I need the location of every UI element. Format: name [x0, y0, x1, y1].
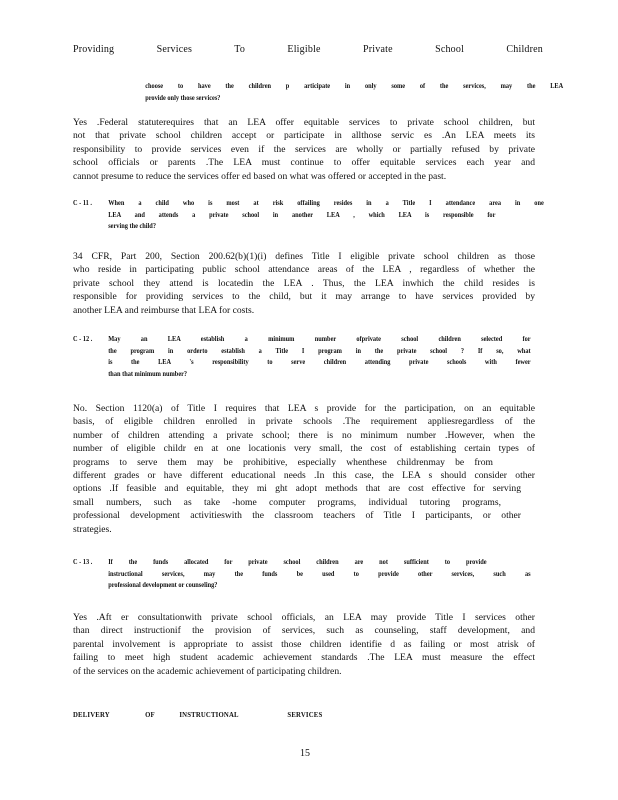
answer-line: responsibility to provide services even if the services are wholly or partially refused by private: [73, 143, 535, 155]
answer-line: programs to serve them may be prohibitive, especially whenthese childrenmay be from: [73, 456, 493, 468]
answer-paragraph-4: [73, 611, 535, 678]
question-line: the program in orderto establish a Title I program in the private school ? If so, what: [108, 346, 531, 355]
intro-question: [110, 81, 563, 104]
page-number: 15: [300, 748, 310, 759]
question-c-13: [73, 557, 531, 592]
answer-line: small numbers, such as take -home computer programs, individual tutoring programs,: [73, 496, 501, 508]
heading-word: OF: [145, 710, 155, 719]
heading-word: INSTRUCTIONAL: [179, 710, 239, 719]
question-line: professional development or counseling?: [108, 581, 218, 589]
answer-line: Yes .Federal statuterequires that an LEA offer equitable services to private school children, but: [73, 117, 535, 128]
answer-line: responsible for providing services to the child, but it may arrange to have services provided by: [73, 291, 535, 303]
answer-line: another LEA and reimburse that LEA for costs.: [73, 304, 255, 316]
answer-line: basis, of eligible children enrolled in private schools .The requirement appliesregardless of the: [73, 416, 535, 428]
answer-line: failing to meet high student academic achievement standards .The LEA must measure the effect: [73, 652, 535, 664]
question-line: If the funds allocated for private school children are not sufficient to provide: [108, 558, 487, 566]
question-number: C - 11 .: [73, 199, 92, 207]
answer-line: No. Section 1120(a) of Title I requires that LEA s provide for the participation, on an equitable: [73, 403, 535, 414]
answer-line: number of children attending a private school; there is no minimum number .However, when the: [73, 429, 535, 441]
question-line: than that minimum number?: [108, 369, 188, 378]
question-line: instructional services, may the funds be used to provide other services, such as: [108, 569, 531, 578]
answer-line: cannot presume to reduce the services offer ed based on what was offered or accepted in the past.: [73, 170, 447, 182]
question-line: When a child who is most at risk offailing resides in a Title I attendance area in one: [108, 199, 544, 207]
question-line: serving the child?: [108, 222, 156, 230]
answer-line: school officials or parents .The LEA must continue to offer equitable services each year and: [73, 157, 535, 169]
answer-line: strategies.: [73, 523, 112, 535]
answer-line: than direct instructionif the provision of services, such as counseling, staff development, and: [73, 625, 535, 637]
question-c-11: [73, 198, 544, 233]
answer-paragraph-3: [73, 402, 535, 536]
answer-line: Yes .Aft er consultationwith private school officials, an LEA may provide Title I services other: [73, 612, 535, 623]
question-c-12: [73, 334, 531, 380]
question-line: LEA and attends a private school in another LEA , which LEA is responsible for: [108, 210, 496, 219]
question-line: May an LEA establish a minimum number ofprivate school children selected for: [108, 335, 531, 343]
question-line: is the LEA 's responsibility to serve children attending private schools with fewer: [108, 358, 531, 366]
answer-paragraph-1: [73, 116, 535, 183]
answer-line: options .If feasible and equitable, they mi ght adopt methods that are cost effective for serving: [73, 483, 521, 495]
answer-line: of the services on the academic achievement of participating children.: [73, 665, 342, 677]
answer-line: 34 CFR, Part 200, Section 200.62(b)(1)(i) defines Title I eligible private school children as those: [73, 251, 535, 262]
question-number: C - 13 .: [73, 558, 93, 566]
answer-line: parental involvement is appropriate to assist those children identifie d as failing or most atrisk of: [73, 638, 535, 650]
answer-line: different grades or have different educational needs .In this case, the LEA s should consider other: [73, 470, 535, 482]
answer-line: private school they attend is locatedin the LEA . Thus, the LEA inwhich the child resides is: [73, 277, 535, 289]
running-header: Providing Services To Eligible Private School Children: [73, 44, 543, 55]
answer-line: not that private school children accept or participate in allthose servic es .An LEA meets its: [73, 130, 535, 142]
question-line: choose to have the children p articipate in only some of the services, may the LEA: [145, 82, 564, 90]
answer-line: who reside in participating public school attendance areas of the LEA , regardless of whether the: [73, 264, 535, 276]
heading-word: SERVICES: [287, 710, 323, 719]
answer-line: number of eligible childr en at one locationis very small, the cost of establishing certain types of: [73, 443, 535, 455]
heading-word: DELIVERY: [73, 710, 110, 719]
answer-paragraph-2: [73, 250, 535, 317]
section-heading: [73, 710, 322, 719]
answer-line: professional development activitieswith the classroom teachers of Title I participants, or other: [73, 510, 521, 522]
question-line: provide only those services?: [145, 93, 221, 102]
question-number: C - 12 .: [73, 335, 93, 343]
